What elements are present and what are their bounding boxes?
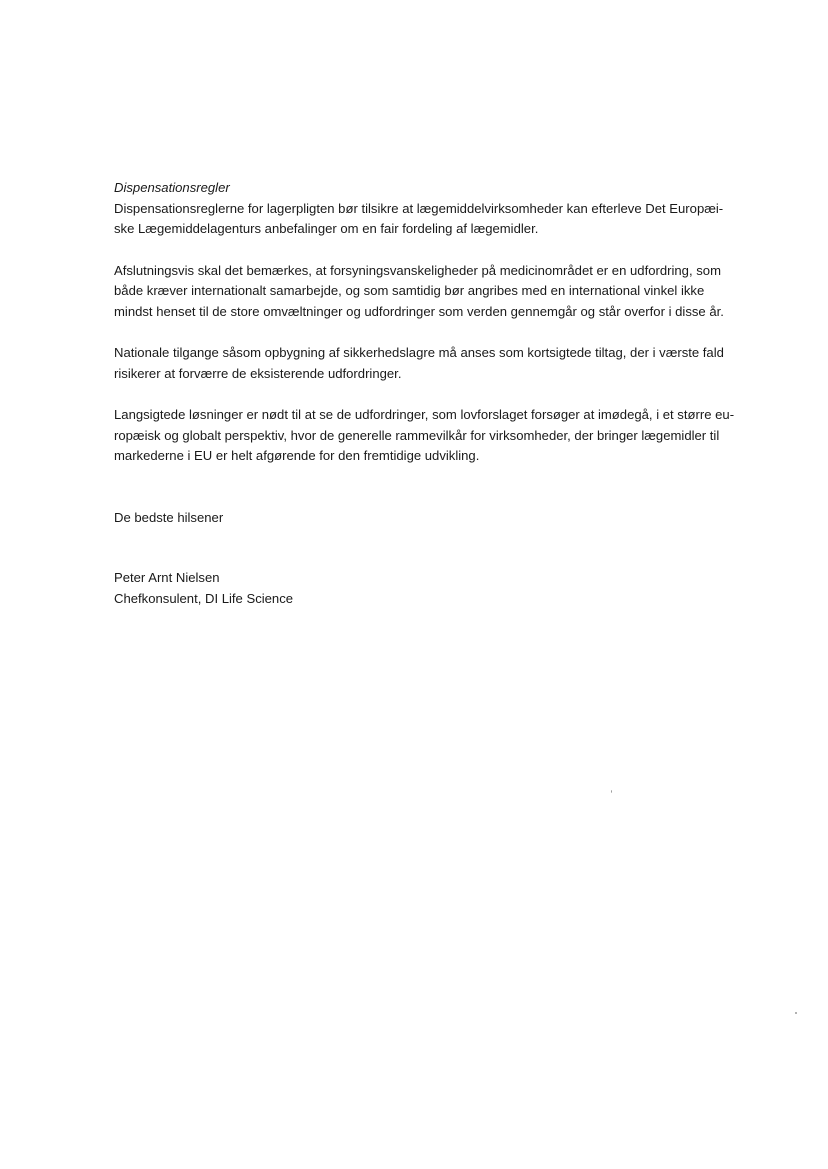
paragraph-line: både kræver internationalt samarbejde, og som samtidig bør angribes med en international vinkel ikke [114,283,705,299]
paragraph-line: mindst henset til de store omvæltninger og udfordringer som verden gennemgår og står overfor i disse år. [114,303,724,319]
paragraph-line: markederne i EU er helt afgørende for den fremtidige udvikling. [114,448,480,464]
letter-body [114,178,754,467]
paragraph-4 [114,405,754,467]
scan-speck [611,790,612,793]
paragraph-line: risikerer at forværre de eksisterende udfordringer. [114,365,402,381]
paragraph-line: Langsigtede løsninger er nødt til at se de udfordringer, som lovforslaget forsøger at imødegå, i et større eu- [114,407,735,423]
paragraph-1 [114,199,754,240]
paragraph-line: ropæisk og globalt perspektiv, hvor de generelle rammevilkår for virksomheder, der bringer lægemidler til [114,427,720,443]
paragraph-line: Dispensationsreglerne for lagerpligten bør tilsikre at lægemiddelvirksomheder kan efterleve Det Europæi- [114,200,724,216]
paragraph-line: Nationale tilgange såsom opbygning af sikkerhedslagre må anses som kortsigtede tiltag, der i værste fald [114,345,724,361]
signatory-title: Chefkonsulent, DI Life Science [114,590,294,606]
scan-speck [795,1012,797,1014]
paragraph-2 [114,261,754,323]
signatory-name: Peter Arnt Nielsen [114,570,220,585]
paragraph-3 [114,343,754,384]
paragraph-line: Afslutningsvis skal det bemærkes, at forsyningsvanskeligheder på medicinområdet er en udfordring, som [114,262,721,278]
section-title: Dispensationsregler [114,180,230,195]
closing-salutation: De bedste hilsener [114,510,224,525]
signature-block [114,568,293,609]
paragraph-line: ske Lægemiddelagenturs anbefalinger om en fair fordeling af lægemidler. [114,221,539,237]
